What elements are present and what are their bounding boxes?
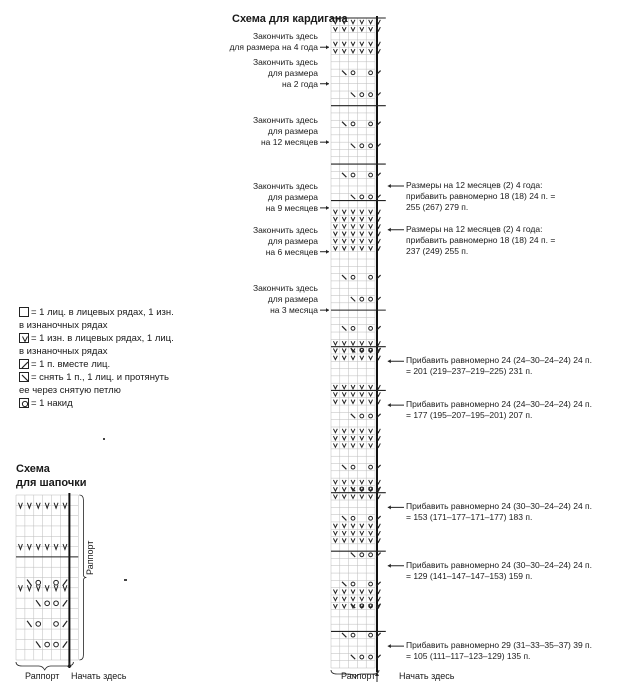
hat-repeat-vertical-label: Раппорт (85, 540, 95, 575)
cardigan-purl-mark (360, 538, 364, 542)
right-arrow-head (388, 403, 391, 407)
cardigan-purl-mark (333, 524, 337, 528)
cardigan-purl-mark (342, 480, 346, 484)
cardigan-purl-mark (342, 400, 346, 404)
cardigan-yarnover-mark (369, 71, 373, 75)
hat-yarnover-mark (54, 622, 59, 627)
cardigan-ssk-mark (342, 275, 346, 279)
note-line: = 153 (171–177–171–177) 183 п. (406, 512, 533, 523)
cardigan-yarnover-mark (351, 326, 355, 330)
note-line: прибавить равномерно 18 (18) 24 п. = (406, 234, 556, 245)
cardigan-yarnover-mark (360, 297, 364, 301)
cardigan-purl-mark (369, 239, 373, 243)
cardigan-yarnover-mark (369, 195, 373, 199)
left-arrow-head (326, 250, 329, 254)
legend-row (19, 332, 174, 345)
cardigan-purl-mark (333, 604, 337, 608)
cardigan-purl-mark (351, 589, 355, 593)
left-arrow-head (326, 206, 329, 210)
cardigan-purl-mark (351, 49, 355, 53)
cardigan-yarnover-mark (369, 173, 373, 177)
cardigan-purl-mark (351, 436, 355, 440)
cardigan-purl-mark (369, 524, 373, 528)
legend-row (19, 319, 174, 332)
hat-ssk-mark (36, 641, 40, 647)
cardigan-yarnover-mark (369, 553, 373, 557)
legend-empty-icon (19, 307, 29, 317)
cardigan-purl-mark (369, 27, 373, 31)
cardigan-ssk-mark (342, 633, 346, 637)
note-line: = 177 (195–207–195–201) 207 п. (406, 410, 533, 421)
cardigan-purl-mark (333, 348, 337, 352)
note-line: на 9 месяцев (265, 202, 318, 213)
cardigan-yarnover-mark (369, 275, 373, 279)
cardigan-purl-mark (342, 392, 346, 396)
cardigan-purl-mark (369, 20, 373, 24)
cardigan-purl-mark (351, 42, 355, 46)
cardigan-purl-mark (351, 210, 355, 214)
cardigan-purl-mark (369, 217, 373, 221)
cardigan-yarnover-mark (369, 93, 373, 97)
cardigan-purl-mark (342, 217, 346, 221)
note-line: Прибавить равномерно 24 (30–30–24–24) 24 п. (406, 501, 593, 512)
cardigan-purl-mark (360, 400, 364, 404)
note-line: Закончить здесь (252, 283, 318, 294)
cardigan-purl-mark (342, 385, 346, 389)
cardigan-increase-note (406, 640, 592, 662)
cardigan-purl-mark (351, 400, 355, 404)
legend-row (19, 358, 174, 371)
hat-yarnover-mark (36, 580, 41, 585)
cardigan-ssk-mark (351, 414, 355, 418)
cardigan-purl-mark (369, 341, 373, 345)
cardigan-ssk-mark (342, 122, 346, 126)
hat-k2tog-mark (63, 600, 67, 606)
cardigan-purl-mark (360, 385, 364, 389)
cardigan-yarnover-mark (360, 655, 364, 659)
cardigan-purl-mark (360, 429, 364, 433)
cardigan-yarnover-mark (351, 465, 355, 469)
cardigan-purl-mark (342, 232, 346, 236)
cardigan-purl-mark (360, 531, 364, 535)
cardigan-purl-mark (351, 495, 355, 499)
cardigan-purl-mark (333, 495, 337, 499)
note-line: Размеры на 12 месяцев (2) 4 года: (406, 179, 543, 190)
cardigan-end-here-note (198, 31, 318, 53)
hat-ssk-mark (27, 621, 31, 627)
cardigan-purl-mark (333, 49, 337, 53)
cardigan-purl-mark (342, 348, 346, 352)
note-line: = 201 (219–237–219–225) 231 п. (406, 366, 533, 377)
legend-row (19, 384, 174, 397)
cardigan-purl-mark (333, 392, 337, 396)
cardigan-end-here-note (198, 57, 318, 90)
legend-text: в изнаночных рядах (19, 320, 108, 331)
cardigan-purl-mark (351, 341, 355, 345)
cardigan-purl-mark (333, 246, 337, 250)
cardigan-purl-mark (351, 392, 355, 396)
cardigan-purl-mark (360, 232, 364, 236)
cardigan-ssk-mark (351, 553, 355, 557)
cardigan-purl-mark (369, 538, 373, 542)
cardigan-yarnover-mark (369, 122, 373, 126)
cardigan-purl-mark (369, 531, 373, 535)
cardigan-purl-mark (360, 356, 364, 360)
note-line: для размера на 4 года (229, 42, 318, 53)
cardigan-purl-mark (360, 246, 364, 250)
cardigan-yarnover-mark (369, 144, 373, 148)
cardigan-purl-mark (333, 597, 337, 601)
hat-yarnover-mark (54, 601, 59, 606)
cardigan-increase-note (406, 180, 555, 213)
cardigan-purl-mark (369, 400, 373, 404)
cardigan-end-here-note (198, 283, 318, 316)
cardigan-purl-mark (369, 443, 373, 447)
left-arrow-head (326, 45, 329, 49)
cardigan-purl-mark (351, 246, 355, 250)
note-line: прибавить равномерно 18 (18) 24 п. = (406, 190, 556, 201)
hat-k2tog-mark (63, 641, 67, 647)
hat-yarnover-mark (54, 580, 59, 585)
cardigan-purl-mark (351, 239, 355, 243)
cardigan-purl-mark (342, 524, 346, 528)
cardigan-purl-mark (342, 49, 346, 53)
cardigan-purl-mark (360, 524, 364, 528)
note-line: для размера (267, 126, 318, 137)
note-line: Прибавить равномерно 29 (31–33–35–37) 39 п. (406, 640, 593, 651)
cardigan-ssk-mark (351, 92, 355, 96)
cardigan-purl-mark (342, 531, 346, 535)
cardigan-ssk-mark (342, 71, 346, 75)
hat-yarnover-mark (45, 642, 50, 647)
cardigan-yarnover-mark (360, 144, 364, 148)
cardigan-ssk-mark (342, 326, 346, 330)
note-line: Прибавить равномерно 24 (24–30–24–24) 24 п. (406, 355, 593, 366)
hat-k2tog-mark (63, 580, 67, 586)
cardigan-purl-mark (342, 436, 346, 440)
left-arrow-head (326, 308, 329, 312)
cardigan-purl-mark (360, 480, 364, 484)
cardigan-purl-mark (333, 480, 337, 484)
hat-yarnover-mark (45, 601, 50, 606)
note-line: на 6 месяцев (265, 246, 318, 257)
cardigan-purl-mark (333, 436, 337, 440)
symbol-legend (19, 306, 174, 410)
cardigan-purl-mark (351, 538, 355, 542)
cardigan-yarnover-mark (351, 173, 355, 177)
cardigan-purl-mark (360, 589, 364, 593)
cardigan-repeat-label: Раппорт (341, 671, 376, 681)
cardigan-purl-mark (333, 224, 337, 228)
cardigan-purl-mark (351, 385, 355, 389)
legend-slash-icon (19, 359, 29, 369)
cardigan-purl-mark (360, 443, 364, 447)
cardigan-purl-mark (351, 597, 355, 601)
hat-start-arrow-head (67, 662, 71, 667)
right-arrow-head (388, 505, 391, 509)
legend-row (19, 371, 174, 384)
cardigan-purl-mark (342, 604, 346, 608)
cardigan-purl-mark (342, 239, 346, 243)
cardigan-yarnover-mark (369, 297, 373, 301)
cardigan-ssk-mark (351, 297, 355, 301)
note-line: = 129 (141–147–147–153) 159 п. (406, 570, 533, 581)
note-line: Закончить здесь (252, 56, 318, 67)
cardigan-yarnover-mark (351, 633, 355, 637)
hat-repeat-bracket (16, 662, 73, 670)
cardigan-yarnover-mark (360, 93, 364, 97)
cardigan-purl-mark (342, 495, 346, 499)
cardigan-purl-mark (369, 210, 373, 214)
cardigan-purl-mark (351, 524, 355, 528)
hat-chart-title (16, 462, 86, 490)
cardigan-purl-mark (369, 246, 373, 250)
legend-text: ее через снятую петлю (19, 385, 121, 396)
cardigan-purl-mark (360, 495, 364, 499)
cardigan-increase-note (406, 501, 592, 523)
cardigan-purl-mark (342, 341, 346, 345)
cardigan-purl-mark (369, 480, 373, 484)
hat-title-line-1: Схема (16, 463, 50, 475)
cardigan-purl-mark (333, 210, 337, 214)
cardigan-yarnover-mark (369, 633, 373, 637)
cardigan-yarnover-mark (351, 122, 355, 126)
cardigan-yarnover-mark (351, 71, 355, 75)
cardigan-yarnover-mark (369, 582, 373, 586)
cardigan-end-here-note (198, 225, 318, 258)
right-arrow-head (388, 644, 391, 648)
cardigan-yarnover-mark (360, 195, 364, 199)
cardigan-purl-mark (342, 589, 346, 593)
cardigan-purl-mark (369, 589, 373, 593)
note-line: на 12 месяцев (260, 137, 318, 148)
hat-title-line-2: для шапочки (16, 477, 87, 489)
cardigan-purl-mark (369, 42, 373, 46)
hat-start-here-label: Начать здесь (71, 671, 127, 681)
cardigan-increase-note (406, 224, 555, 257)
cardigan-purl-mark (351, 356, 355, 360)
cardigan-purl-mark (360, 436, 364, 440)
cardigan-purl-mark (360, 239, 364, 243)
hat-ssk-mark (36, 600, 40, 606)
note-line: Закончить здесь (252, 31, 318, 42)
cardigan-yarnover-mark (351, 582, 355, 586)
hat-k2tog-mark (63, 621, 67, 627)
hat-yarnover-mark (36, 622, 41, 627)
cardigan-ssk-mark (351, 195, 355, 199)
left-arrow-head (326, 82, 329, 86)
cardigan-purl-mark (360, 217, 364, 221)
cardigan-purl-mark (369, 232, 373, 236)
cardigan-purl-mark (333, 239, 337, 243)
cardigan-purl-mark (369, 385, 373, 389)
cardigan-purl-mark (333, 589, 337, 593)
legend-row (19, 345, 174, 358)
note-line: Закончить здесь (252, 115, 318, 126)
cardigan-purl-mark (360, 20, 364, 24)
cardigan-purl-mark (351, 27, 355, 31)
note-line: Прибавить равномерно 24 (30–30–24–24) 24 п. (406, 559, 593, 570)
cardigan-increase-note (406, 355, 592, 377)
cardigan-purl-mark (369, 429, 373, 433)
legend-row (19, 397, 174, 410)
cardigan-start-here-label: Начать здесь (399, 671, 455, 681)
note-line: Закончить здесь (252, 180, 318, 191)
legend-backslash-icon (19, 372, 29, 382)
cardigan-chart-title: Схема для кардигана (232, 13, 348, 25)
cardigan-purl-mark (351, 217, 355, 221)
cardigan-purl-mark (333, 385, 337, 389)
note-line: Размеры на 12 месяцев (2) 4 года: (406, 223, 543, 234)
note-line: для размера (267, 67, 318, 78)
cardigan-purl-mark (342, 597, 346, 601)
note-line: на 2 года (281, 78, 318, 89)
legend-text: = 1 изн. в лицевых рядах, 1 лиц. (31, 333, 174, 344)
note-line: Прибавить равномерно 24 (24–30–24–24) 24 п. (406, 399, 593, 410)
note-line: 237 (249) 255 п. (406, 245, 469, 256)
cardigan-purl-mark (369, 392, 373, 396)
cardigan-yarnover-mark (360, 414, 364, 418)
cardigan-purl-mark (369, 49, 373, 53)
cardigan-purl-mark (342, 42, 346, 46)
left-arrow-head (326, 140, 329, 144)
cardigan-purl-mark (342, 443, 346, 447)
cardigan-purl-mark (342, 538, 346, 542)
cardigan-yarnover-mark (369, 516, 373, 520)
cardigan-purl-mark (360, 49, 364, 53)
cardigan-ssk-mark (351, 144, 355, 148)
cardigan-yarnover-mark (369, 414, 373, 418)
cardigan-purl-mark (360, 210, 364, 214)
legend-circle-icon (19, 398, 29, 408)
cardigan-purl-mark (360, 392, 364, 396)
cardigan-purl-mark (342, 27, 346, 31)
cardigan-purl-mark (351, 20, 355, 24)
legend-v-icon (19, 333, 29, 343)
right-arrow-head (388, 184, 391, 188)
cardigan-purl-mark (333, 217, 337, 221)
cardigan-purl-mark (369, 436, 373, 440)
note-line: на 3 месяца (270, 305, 318, 316)
note-line: = 105 (111–117–123–129) 135 п. (406, 651, 531, 662)
cardigan-purl-mark (342, 210, 346, 214)
cardigan-purl-mark (351, 443, 355, 447)
cardigan-yarnover-mark (369, 655, 373, 659)
cardigan-yarnover-mark (351, 275, 355, 279)
cardigan-end-here-note (198, 181, 318, 214)
cardigan-purl-mark (333, 341, 337, 345)
legend-row (19, 306, 174, 319)
cardigan-yarnover-mark (351, 516, 355, 520)
cardigan-ssk-mark (342, 173, 346, 177)
note-line: для размера (267, 294, 318, 305)
cardigan-purl-mark (342, 224, 346, 228)
note-line: для размера (267, 235, 318, 246)
cardigan-yarnover-mark (360, 553, 364, 557)
legend-text: = 1 накид (31, 398, 73, 409)
cardigan-purl-mark (333, 42, 337, 46)
note-line: 255 (267) 279 п. (406, 201, 469, 212)
cardigan-purl-mark (342, 246, 346, 250)
cardigan-purl-mark (333, 443, 337, 447)
cardigan-purl-mark (369, 356, 373, 360)
cardigan-ssk-mark (351, 655, 355, 659)
cardigan-purl-mark (333, 538, 337, 542)
cardigan-purl-mark (333, 429, 337, 433)
cardigan-end-here-note (198, 115, 318, 148)
cardigan-purl-mark (360, 42, 364, 46)
cardigan-purl-mark (333, 27, 337, 31)
right-arrow-head (388, 359, 391, 363)
stray-dot (103, 438, 105, 440)
right-arrow-head (388, 564, 391, 568)
cardigan-purl-mark (369, 495, 373, 499)
cardigan-ssk-mark (342, 516, 346, 520)
legend-text: = снять 1 п., 1 лиц. и протянуть (31, 372, 169, 383)
cardigan-purl-mark (342, 356, 346, 360)
cardigan-purl-mark (351, 232, 355, 236)
cardigan-ssk-mark (342, 465, 346, 469)
cardigan-increase-note (406, 560, 592, 582)
cardigan-purl-mark (360, 27, 364, 31)
cardigan-purl-mark (342, 429, 346, 433)
note-line: для размера (267, 191, 318, 202)
cardigan-purl-mark (333, 356, 337, 360)
cardigan-yarnover-mark (369, 326, 373, 330)
cardigan-increase-note (406, 399, 592, 421)
cardigan-ssk-mark (342, 582, 346, 586)
cardigan-purl-mark (333, 400, 337, 404)
cardigan-purl-mark (360, 597, 364, 601)
cardigan-purl-mark (351, 224, 355, 228)
cardigan-purl-mark (333, 531, 337, 535)
hat-yarnover-mark (54, 642, 59, 647)
cardigan-purl-mark (360, 341, 364, 345)
legend-text: = 1 лиц. в лицевых рядах, 1 изн. (31, 307, 174, 318)
cardigan-purl-mark (351, 480, 355, 484)
cardigan-purl-mark (333, 232, 337, 236)
legend-text: = 1 п. вместе лиц. (31, 359, 111, 370)
cardigan-purl-mark (351, 429, 355, 433)
right-arrow-head (388, 228, 391, 232)
hat-ssk-mark (27, 580, 31, 586)
cardigan-purl-mark (369, 224, 373, 228)
legend-text: в изнаночных рядах (19, 346, 108, 357)
cardigan-yarnover-mark (369, 465, 373, 469)
stray-dot (124, 579, 127, 581)
cardigan-purl-mark (333, 487, 337, 491)
cardigan-purl-mark (360, 224, 364, 228)
note-line: Закончить здесь (252, 224, 318, 235)
hat-repeat-label: Раппорт (25, 671, 60, 681)
cardigan-purl-mark (342, 487, 346, 491)
cardigan-purl-mark (369, 597, 373, 601)
hat-vertical-repeat-bracket (79, 495, 86, 660)
cardigan-purl-mark (351, 531, 355, 535)
